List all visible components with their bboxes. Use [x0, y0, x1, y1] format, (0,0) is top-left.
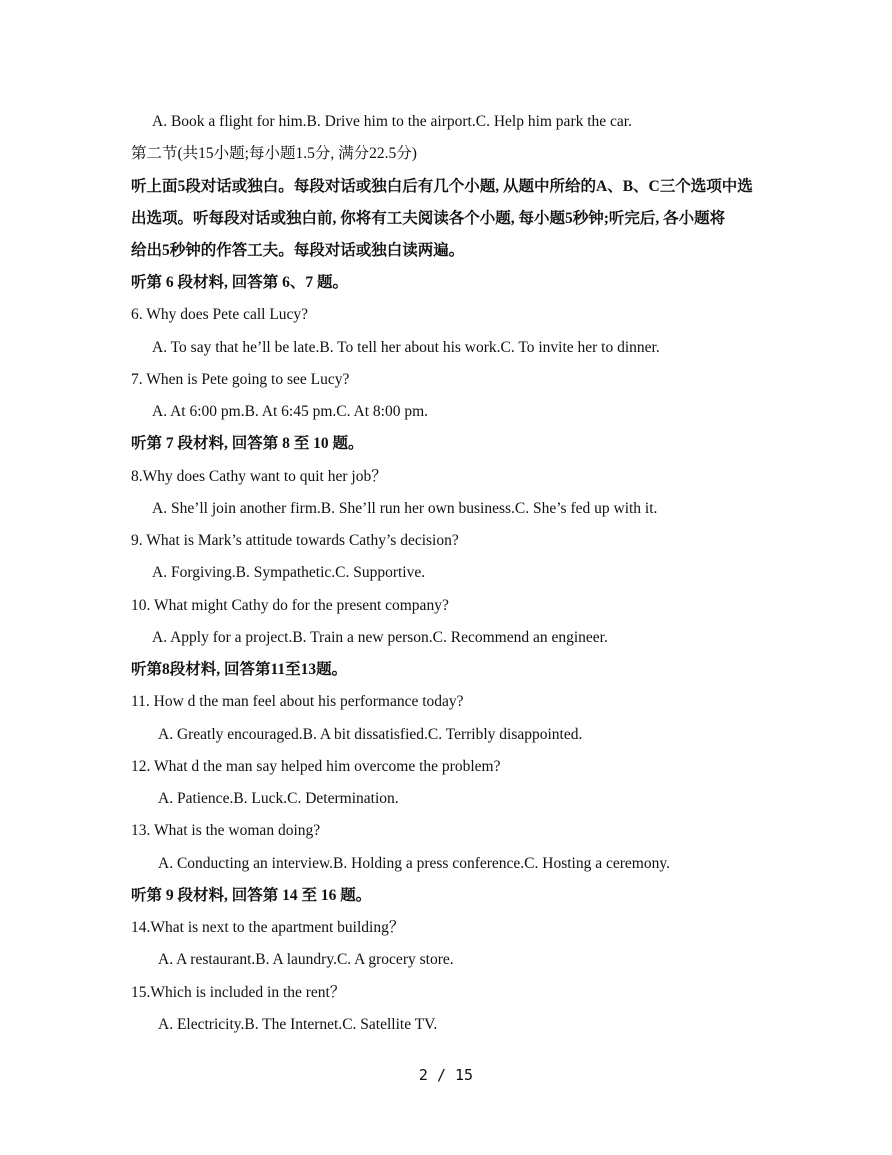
answer-options-5: A. Book a flight for him.B. Drive him to the airport.C. Help him park the car. — [152, 113, 632, 130]
answer-options-13: A. Conducting an interview.B. Holding a press conference.C. Hosting a ceremony. — [158, 855, 670, 872]
page-number: 2 / 15 — [418, 1066, 474, 1084]
answer-options-6: A. To say that he’ll be late.B. To tell her about his work.C. To invite her to dinner. — [152, 339, 660, 356]
answer-options-15: A. Electricity.B. The Internet.C. Satellite TV. — [158, 1016, 438, 1033]
question-12: 12. What d the man say helped him overcome the problem? — [131, 758, 501, 775]
instructions-line-3: 给出5秒钟的作答工夫。每段对话或独白读两遍。 — [131, 242, 465, 259]
question-6: 6. Why does Pete call Lucy? — [131, 306, 309, 323]
section-heading: 第二节(共15小题;每小题1.5分, 满分22.5分) — [131, 145, 417, 162]
answer-options-11: A. Greatly encouraged.B. A bit dissatisfied.C. Terribly disappointed. — [158, 726, 583, 743]
instructions-line-2: 出选项。听每段对话或独白前, 你将有工夫阅读各个小题, 每小题5秒钟;听完后, 各小题将 — [131, 210, 726, 227]
question-13: 13. What is the woman doing? — [131, 822, 321, 839]
material-8-heading: 听第8段材料, 回答第11至13题。 — [131, 661, 348, 678]
answer-options-8: A. She’ll join another firm.B. She’ll run her own business.C. She’s fed up with it. — [152, 500, 658, 517]
answer-options-9: A. Forgiving.B. Sympathetic.C. Supportive. — [152, 564, 426, 581]
answer-options-10: A. Apply for a project.B. Train a new person.C. Recommend an engineer. — [152, 629, 608, 646]
question-14: 14.What is next to the apartment building？ — [131, 919, 405, 936]
instructions-line-1: 听上面5段对话或独白。每段对话或独白后有几个小题, 从题中所给的A、B、C三个选项中选 — [131, 178, 753, 195]
question-8: 8.Why does Cathy want to quit her job？ — [131, 468, 387, 485]
answer-options-12: A. Patience.B. Luck.C. Determination. — [158, 790, 399, 807]
question-10: 10. What might Cathy do for the present company? — [131, 597, 449, 614]
material-7-heading: 听第 7 段材料, 回答第 8 至 10 题。 — [131, 435, 364, 452]
answer-options-7: A. At 6:00 pm.B. At 6:45 pm.C. At 8:00 pm. — [152, 403, 429, 420]
question-7: 7. When is Pete going to see Lucy? — [131, 371, 350, 388]
question-9: 9. What is Mark’s attitude towards Cathy’s decision? — [131, 532, 459, 549]
question-15: 15.Which is included in the rent？ — [131, 984, 346, 1001]
question-11: 11. How d the man feel about his performance today? — [131, 693, 464, 710]
answer-options-14: A. A restaurant.B. A laundry.C. A grocery store. — [158, 951, 454, 968]
material-9-heading: 听第 9 段材料, 回答第 14 至 16 题。 — [131, 887, 372, 904]
material-6-heading: 听第 6 段材料, 回答第 6、7 题。 — [131, 274, 349, 291]
